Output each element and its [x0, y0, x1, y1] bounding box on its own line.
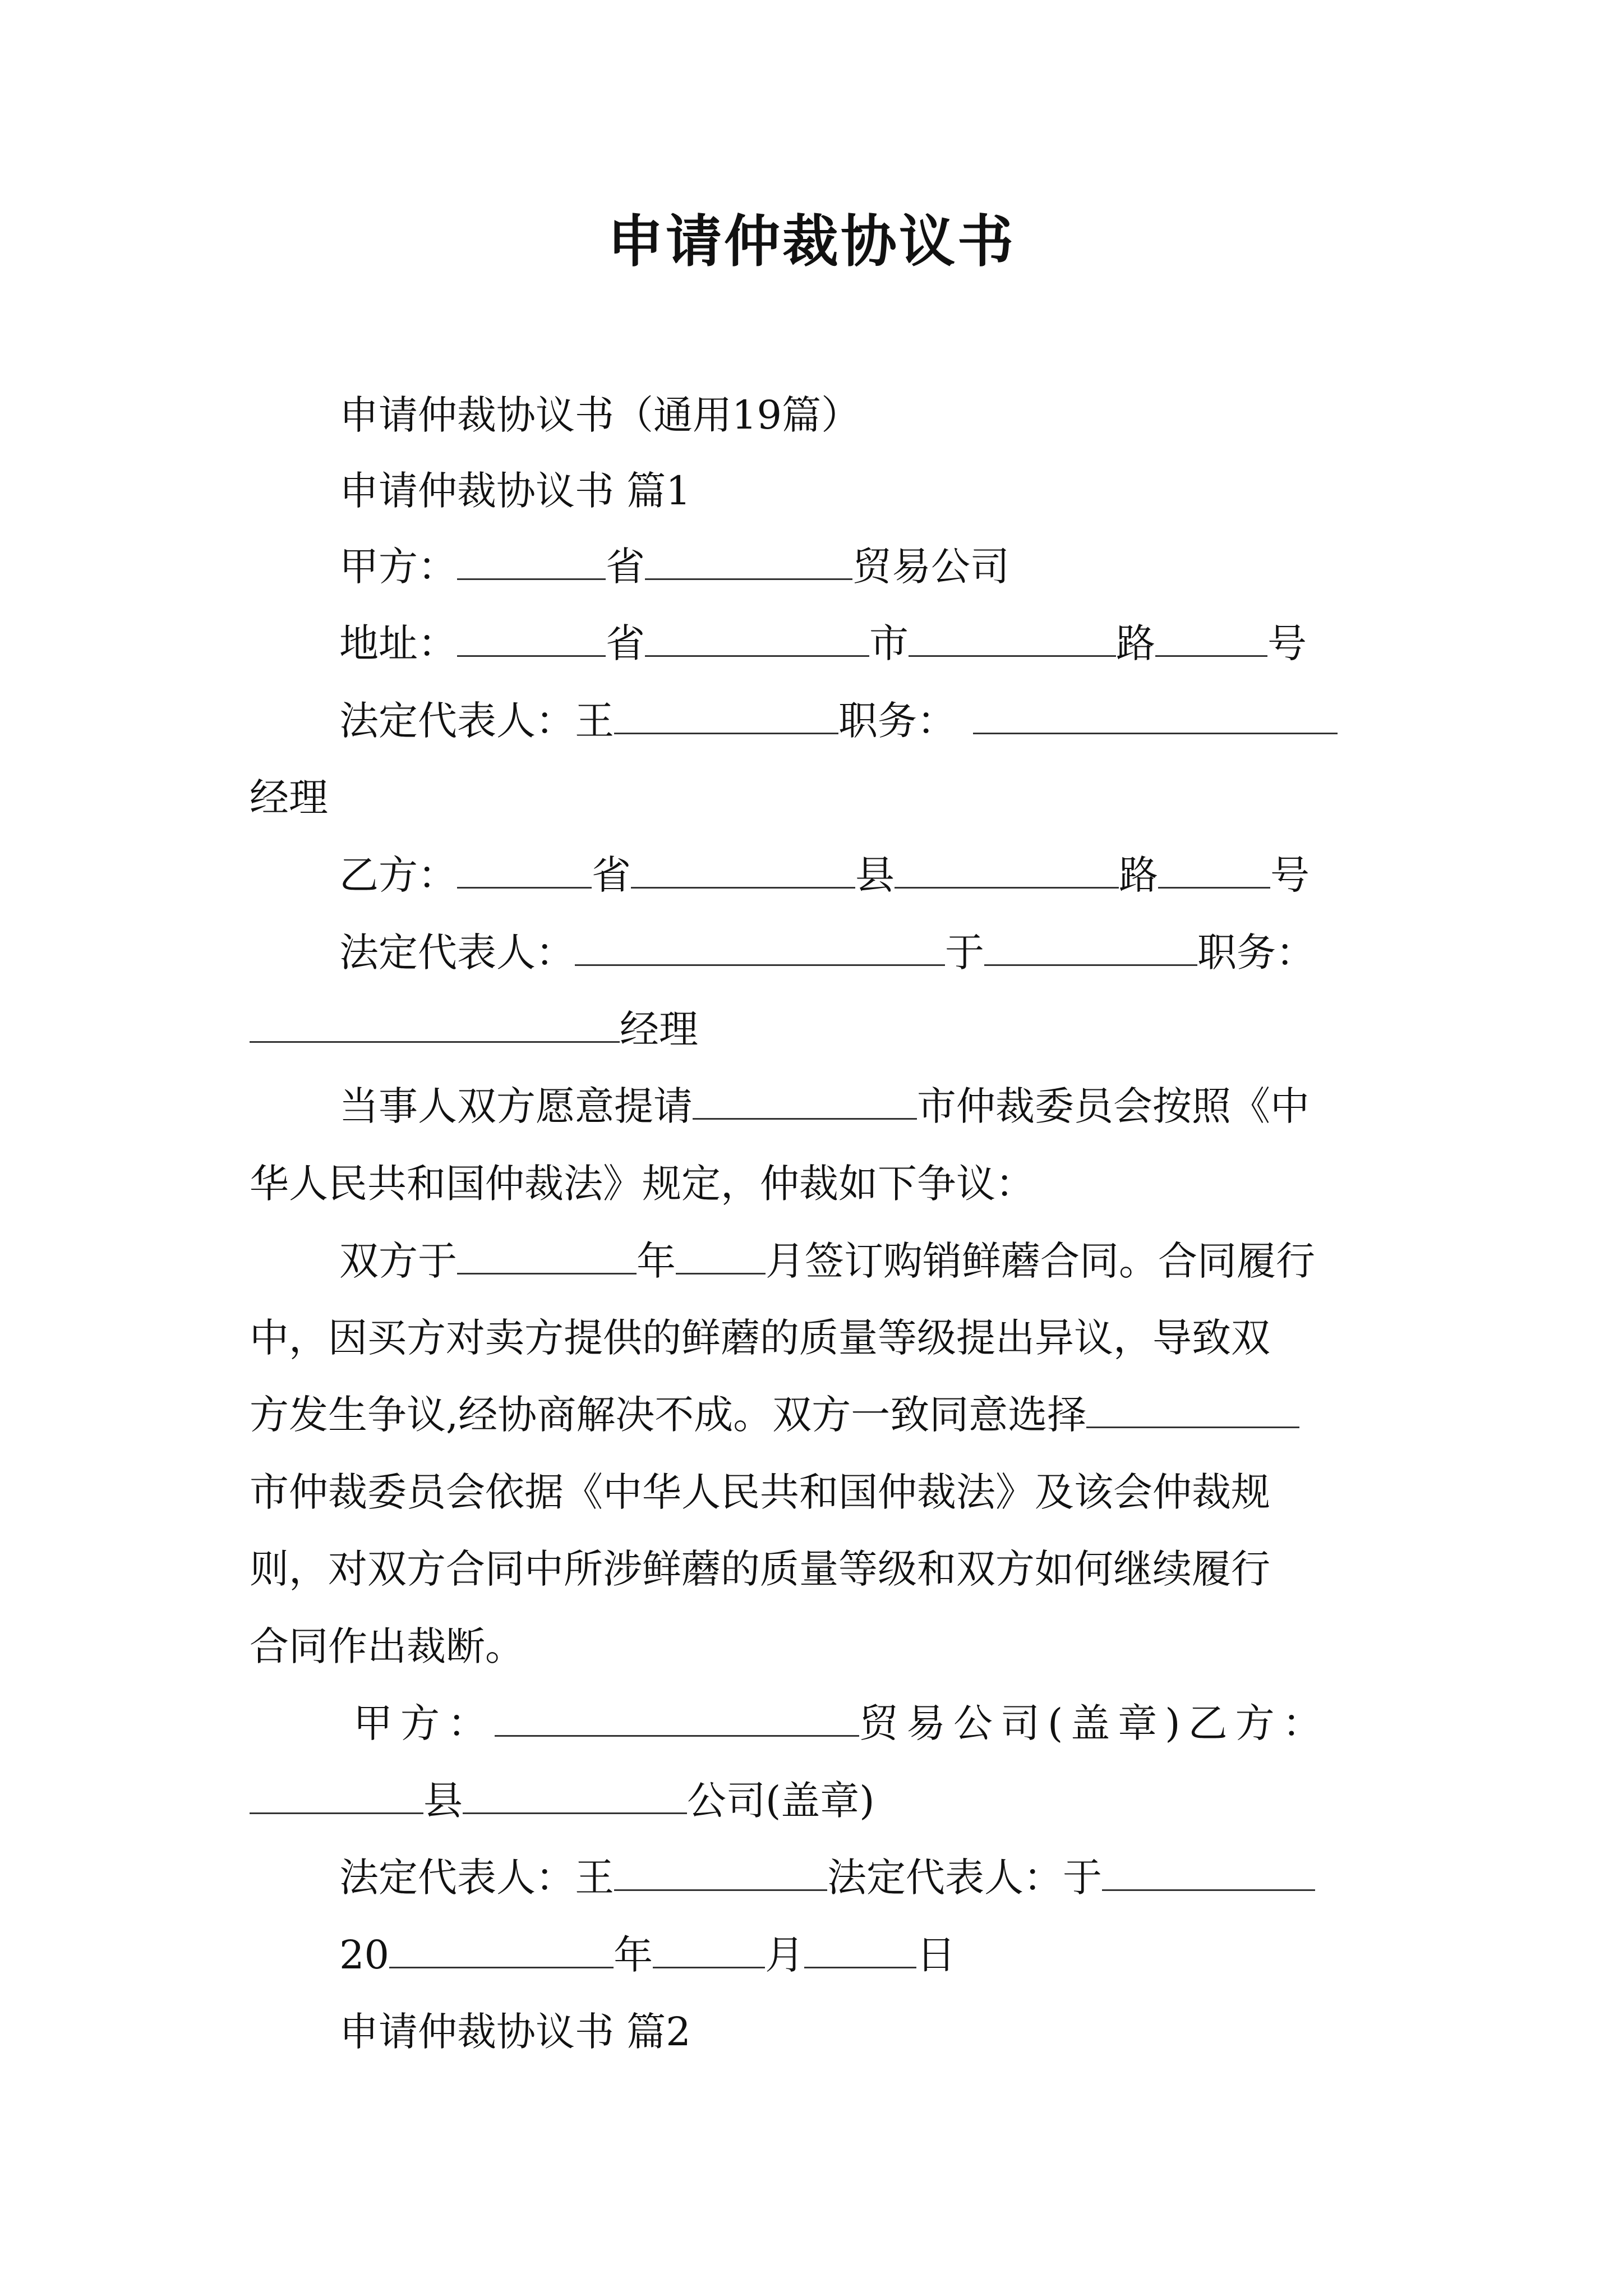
- address-line: 地址： 省 市 路 号: [339, 615, 1307, 671]
- document-title: 申请仲裁协议书: [607, 208, 1016, 274]
- signature-reps-line: 法定代表人：王 法定代表人：于: [339, 1849, 1315, 1906]
- section-heading-2: 申请仲裁协议书 篇2: [339, 2009, 691, 2055]
- blank-field[interactable]: [895, 848, 1119, 889]
- party-b-line: 乙方： 省 县 路 号: [339, 847, 1310, 903]
- blank-field[interactable]: [645, 616, 869, 657]
- blank-field[interactable]: [973, 693, 1338, 734]
- paragraph-2-line-3: 方发生争议,经协商解决不成。双方一致同意选择: [250, 1387, 1299, 1443]
- blank-field[interactable]: [984, 925, 1197, 966]
- party-a-line: 甲方： 省 贸易公司: [339, 539, 1009, 595]
- blank-field[interactable]: [457, 616, 606, 657]
- blank-field[interactable]: [575, 925, 945, 966]
- blank-field[interactable]: [1158, 848, 1270, 889]
- signature-line-1: 甲方： 贸易公司(盖章)乙方：: [353, 1695, 1330, 1751]
- rep-a-title: 经理: [250, 775, 328, 821]
- section-heading-1: 申请仲裁协议书 篇1: [339, 468, 691, 514]
- blank-field[interactable]: [250, 1002, 620, 1043]
- blank-field[interactable]: [653, 1927, 765, 1968]
- blank-field[interactable]: [457, 848, 592, 889]
- paragraph-1-line-2: 华人民共和国仲裁法》规定，仲裁如下争议：: [250, 1161, 1035, 1207]
- blank-field[interactable]: [495, 1696, 859, 1737]
- blank-field[interactable]: [250, 1773, 423, 1814]
- signature-line-2: 县 公司(盖章): [250, 1773, 875, 1829]
- blank-field[interactable]: [1102, 1850, 1315, 1891]
- rep-b-line: 法定代表人： 于 职务：: [339, 924, 1315, 981]
- blank-field[interactable]: [693, 1079, 917, 1120]
- blank-field[interactable]: [389, 1927, 614, 1968]
- blank-field[interactable]: [645, 539, 852, 580]
- paragraph-2-line-2: 中，因买方对卖方提供的鲜蘑的质量等级提出异议，导致双: [250, 1315, 1270, 1361]
- blank-field[interactable]: [1086, 1387, 1299, 1428]
- blank-field[interactable]: [631, 848, 855, 889]
- rep-a-line: 法定代表人：王 职务：: [339, 693, 1338, 749]
- paragraph-2-line-6: 合同作出裁断。: [250, 1623, 524, 1669]
- blank-field[interactable]: [614, 693, 838, 734]
- rep-b-title-line: 经理: [250, 1001, 698, 1057]
- blank-field[interactable]: [457, 539, 606, 580]
- blank-field[interactable]: [1155, 616, 1267, 657]
- paragraph-2-line-1: 双方于 年 月签订购销鲜蘑合同。合同履行: [339, 1233, 1315, 1289]
- blank-field[interactable]: [676, 1234, 766, 1274]
- blank-field[interactable]: [463, 1773, 687, 1814]
- blank-field[interactable]: [457, 1234, 637, 1274]
- blank-field[interactable]: [804, 1927, 916, 1968]
- paragraph-2-line-4: 市仲裁委员会依据《中华人民共和国仲裁法》及该会仲裁规: [250, 1469, 1270, 1515]
- blank-field[interactable]: [614, 1850, 827, 1891]
- subtitle: 申请仲裁协议书（通用19篇）: [339, 392, 861, 438]
- paragraph-1-line-1: 当事人双方愿意提请 市仲裁委员会按照《中: [339, 1078, 1310, 1134]
- paragraph-2-line-5: 则，对双方合同中所涉鲜蘑的质量等级和双方如何继续履行: [250, 1546, 1270, 1592]
- blank-field[interactable]: [909, 616, 1116, 657]
- date-line: 20 年 月 日: [339, 1927, 956, 1983]
